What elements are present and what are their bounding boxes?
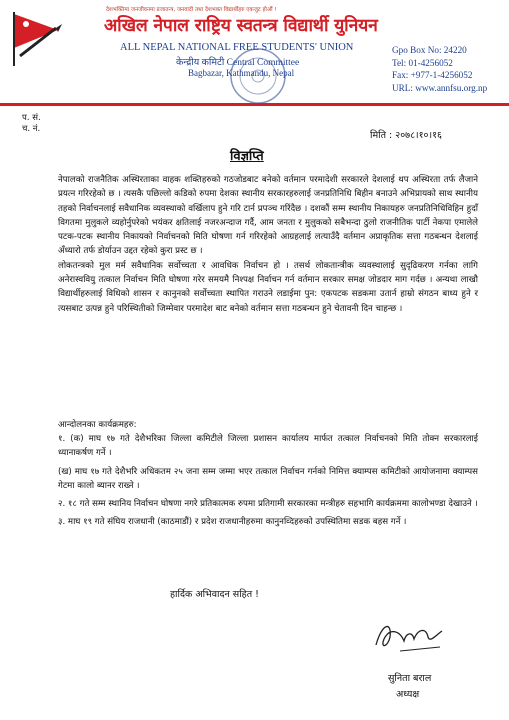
gpo-box: Gpo Box No: 24220 — [392, 45, 467, 55]
program-item: २. १८ गते सम्म स्थानिय निर्वाचन घोषणा नगरे प्रतिकात्मक रुपमा प्रतिगामी सरकारका मन्त्रीहरु सहभागि कार्यक्रममा कालोभण्डा देखाउने । — [58, 499, 478, 510]
signatory-name: सुनिता बराल — [388, 673, 432, 684]
address: Bagbazar, Kathmandu, Nepal — [188, 68, 295, 78]
fax: Fax: +977-1-4256052 — [392, 70, 473, 80]
chalani-number: च. नं. — [22, 124, 41, 134]
patra-sankhya: प. सं. — [22, 113, 41, 123]
slogan: देशभक्तिमा जनजीवनमा प्रजातन्त्र, जनवादी तथा देशभक्त विद्यार्थीहरु एकजुट होऔं ! — [106, 7, 277, 13]
program-item: (ख) माघ १७ गते देशैभरि अधिकतम २५ जना सम्म जम्मा भएर तत्काल निर्वाचन गर्नको निमित्त क्याम्पस कमिटीको आयोजनामा क्याम्पस गेटमा कालो ब्यानर राख्ने । — [58, 466, 478, 491]
closing-greeting: हार्दिक अभिवादन सहित ! — [170, 589, 259, 600]
programs-title: आन्दोलनका कार्यक्रमहरु: — [58, 420, 137, 430]
press-release-heading: विज्ञप्ति — [230, 149, 264, 164]
website-url[interactable]: URL: www.annfsu.org.np — [392, 82, 488, 93]
letter-body — [58, 173, 478, 316]
central-committee-label: केन्द्रीय कमिटी Central Committee — [176, 58, 300, 68]
contact-block — [392, 44, 487, 94]
letter-date: मिति : २०७८।१०।१६ — [370, 130, 442, 141]
header-divider — [0, 103, 509, 106]
official-seal-icon — [228, 46, 288, 106]
union-flag-logo-icon — [6, 8, 68, 70]
reference-numbers — [22, 113, 41, 135]
body-paragraph: लोकतन्त्रको मुल मर्म सवैधानिक सर्वोच्चता र आवधिक निर्वाचन हो । तसर्थ लोकतान्त्रीक व्यवस्थालाई सुदृढिकरण गर्नका लागि अनेरास्ववियु तत्काल निर्वाचन मिति घोषणा गरेर समयमै निश्पक्ष निर्वाचन गर्न वर्तमान सरकार समक्ष जोडदार माग गर्दछ । अन्यथा लाखौ विद्यार्थीहरुलाई विधिको शासन र कानुनको सर्वोच्चता स्थापित गराउने लडाईमा पुन: एकपटक सडकमा उतार्न हाम्रो संगठन बाध्य हुने र त्यसबाट उत्पन्न हुने परिस्थितीको जिम्मेवार परमादेश बाट बनेको वर्तमान सत्ता गठबन्धन हुने चेतावनी दिन चाहन्छ । — [58, 260, 478, 314]
body-paragraph: नेपालको राजनैतिक अस्थिरताका वाहक शक्तिहरुको गठजोडबाट बनेको वर्तमान परमादेशी सरकारले देशलाई थप अस्थिरता तर्फ लैजाने प्रयत्न गरिरहेको छ । त्यसकै पछिल्लो कडिको रुपमा देशका स्थानीय सरकारहरुलाई जनप्रतिनिधि बिहीन बनाउने अभिप्रायको साथ स्थानीय तहको निर्वाचनलाई सवैधानिक व्यवस्थाको वर्खिलाप हुने गरि टार्न प्रपञ्च गरिंदैछ । दशकौं सम्म स्थानीय निकायहरु जनप्रतिनिधिविहिन हुदाँ विगतमा मुलुकले व्यहोर्नुपरेको भयंकर क्षतिलाई नजरअन्दाज गर्दै, आम जनता र मुलुकको सबैभन्दा ठुलो राजनीतिक पार्टी नेकपा एमालेले पटक-पटक स्थानीय निकायको निर्वाचनको मिति घोषणा गर्न गरिरहेको आग्रहलाई लत्याउँदै वर्तमान अप्राकृतिक सत्ता गठबन्धन देशलाई अँध्यारो तर्फ डोर्याउन उद्दत रहेको कुरा प्रस्ट छ । — [58, 175, 478, 257]
program-item: १. (क) माघ १७ गते देशैभरिका जिल्ला कमिटीले जिल्ला प्रशासन कार्यालय मार्फत तत्काल निर्वाचनको मिति तोक्न सरकारलाई ध्यानाकर्षण गर्ने । — [58, 434, 478, 459]
organization-title-nepali: अखिल नेपाल राष्ट्रिय स्वतन्त्र विद्यार्थी युनियन — [104, 16, 378, 36]
program-item: ३. माघ १९ गते संघिय राजधानी (काठमाडौं) र प्रदेश राजधानीहरुमा कानुनव्दिहरुको उपस्थितिमा सडक बहस गर्ने । — [58, 517, 407, 528]
telephone: Tel: 01-4256052 — [392, 57, 453, 68]
programs-list — [58, 432, 478, 534]
organization-title-english: ALL NEPAL NATIONAL FREE STUDENTS' UNION — [120, 42, 354, 53]
handwritten-signature-icon — [370, 613, 450, 658]
signatory-title: अध्यक्ष — [396, 689, 420, 700]
